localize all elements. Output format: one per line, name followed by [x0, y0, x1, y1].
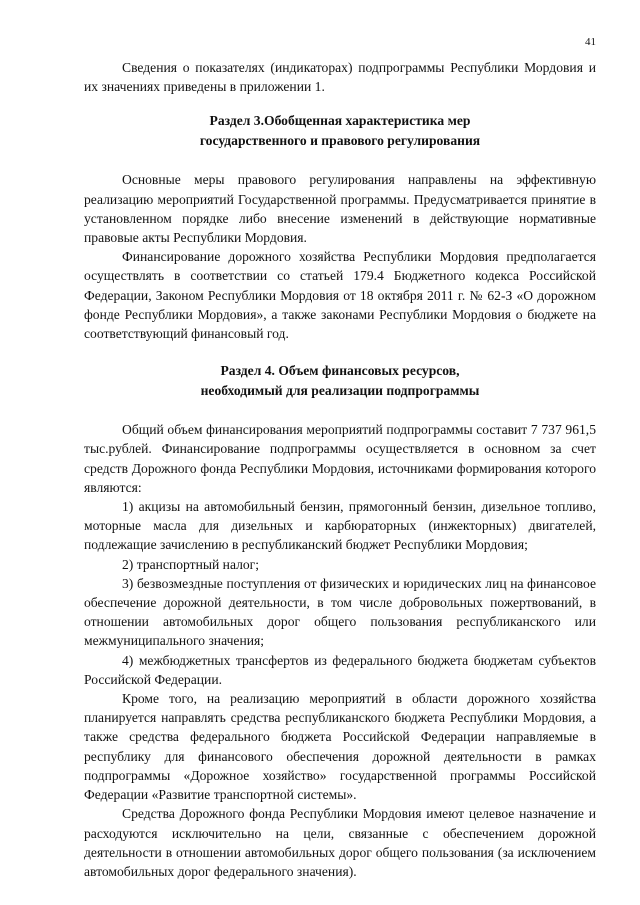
section-4-list-item: 3) безвозмездные поступления от физических и юридических лиц на финансовое обеспечение дорожной деятельности, в том числе добровольных пожертвований, в отношении автомобильных дорог общего пользования республиканского или межмуниципального значения; [84, 575, 596, 649]
page-number: 41 [585, 36, 596, 48]
section-4-heading-line-1: Раздел 4. Объем финансовых ресурсов, [220, 363, 460, 379]
section-4-list-item: 4) межбюджетных трансфертов из федерального бюджета бюджетам субъектов Российской Федерации. [84, 652, 596, 687]
section-3-paragraph: Финансирование дорожного хозяйства Республики Мордовия предполагается осуществлять в соответствии со статьей 179.4 Бюджетного кодекса Российской Федерации, Законом Республики Мордовия от 18 октября 2011 г. № 62-З «О дорожном фонде Республики Мордовия», а также законами Республики Мордовия о бюджете на соответствующий финансовый год. [84, 249, 596, 342]
section-4-list-item: 2) транспортный налог; [122, 556, 260, 572]
intro-paragraph: Сведения о показателях (индикаторах) подпрограммы Республики Мордовия и их значениях приведены в приложении 1. [84, 60, 596, 95]
section-3-heading-line-2: государственного и правового регулирования [199, 132, 481, 148]
section-4-paragraph: Кроме того, на реализацию мероприятий в области дорожного хозяйства планируется направлять средства республиканского бюджета Республики Мордовия, а также средства федерального бюджета Российской Федерации направляемые в республику для финансового обеспечения дорожной деятельности в рамках подпрограммы «Дорожное хозяйство» государственной программы Российской Федерации «Развитие транспортной системы». [84, 691, 596, 803]
section-4-paragraph: Общий объем финансирования мероприятий подпрограммы составит 7 737 961,5 тыс.рублей. Финансирование подпрограммы осуществляется в основном за счет средств Дорожного фонда Республики Мордовия, источниками формирования которого являются: [84, 422, 596, 495]
section-4-paragraph: Средства Дорожного фонда Республики Мордовия имеют целевое назначение и расходуются исключительно на цели, связанные с обеспечением дорожной деятельности в отношении автомобильных дорог общего пользования (за исключением автомобильных дорог федерального значения). [84, 806, 596, 879]
section-4-list-item: 1) акцизы на автомобильный бензин, прямогонный бензин, дизельное топливо, моторные масла для дизельных и карбюраторных (инжекторных) двигателей, подлежащие зачислению в республиканский бюджет Республики Мордовия; [84, 499, 596, 553]
document-body [84, 58, 596, 881]
section-3-heading-line-1: Раздел 3.Обобщенная характеристика мер [209, 113, 471, 129]
section-4-heading [84, 361, 596, 400]
section-3-paragraph: Основные меры правового регулирования направлены на эффективную реализацию мероприятий Государственной программы. Предусматривается принятие в установленном порядке либо внесение изменений в действующие нормативные правовые акты Республики Мордовия. [84, 172, 596, 246]
section-3-heading [84, 111, 596, 150]
section-4-heading-line-2: необходимый для реализации подпрограммы [200, 382, 480, 398]
